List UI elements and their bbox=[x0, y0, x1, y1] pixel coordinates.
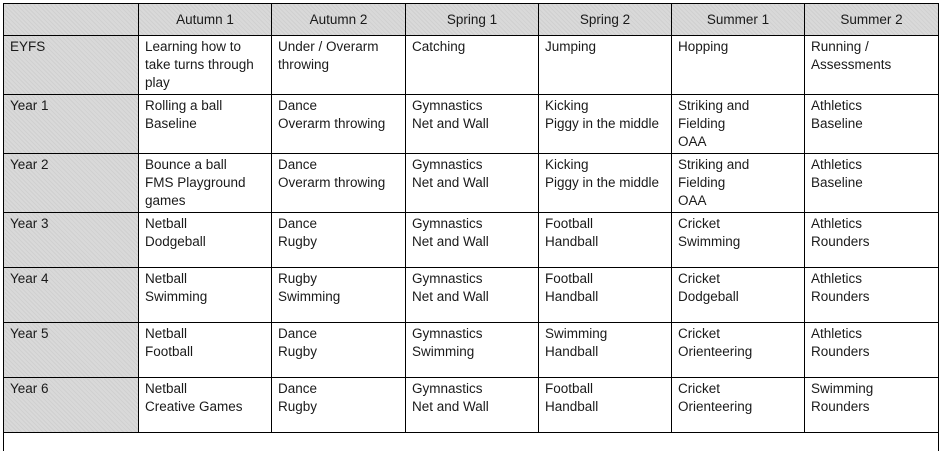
activity-text: OAA bbox=[678, 133, 798, 151]
activity-cell-autumn-2 bbox=[272, 154, 406, 213]
activity-cell-autumn-1 bbox=[139, 154, 272, 213]
activity-cell-spring-1 bbox=[406, 95, 539, 154]
activity-text: Handball bbox=[545, 398, 665, 416]
activity-text: Swimming bbox=[145, 288, 265, 306]
activity-text: Handball bbox=[545, 343, 665, 361]
activity-text: Orienteering bbox=[678, 343, 798, 361]
activity-text: Football bbox=[545, 270, 665, 288]
activity-text: Football bbox=[545, 215, 665, 233]
header-spring-1: Spring 1 bbox=[406, 4, 539, 36]
activity-text: Learning how to take turns through play bbox=[145, 38, 265, 92]
activity-text: Kicking bbox=[545, 97, 665, 115]
activity-cell-spring-2 bbox=[539, 95, 672, 154]
activity-text: Gymnastics bbox=[412, 215, 532, 233]
activity-text: Creative Games bbox=[145, 398, 265, 416]
activity-cell-summer-2 bbox=[805, 95, 939, 154]
table-row bbox=[4, 323, 939, 378]
header-summer-2: Summer 2 bbox=[805, 4, 939, 36]
activity-text: OAA bbox=[678, 192, 798, 210]
activity-text: Orienteering bbox=[678, 398, 798, 416]
activity-text: Striking and bbox=[678, 156, 798, 174]
year-label: Year 1 bbox=[4, 95, 139, 154]
activity-text: Net and Wall bbox=[412, 233, 532, 251]
activity-text: Athletics bbox=[811, 215, 932, 233]
year-label: Year 5 bbox=[4, 323, 139, 378]
activity-cell-autumn-1 bbox=[139, 323, 272, 378]
activity-cell-autumn-2 bbox=[272, 36, 406, 95]
activity-text: Kicking bbox=[545, 156, 665, 174]
activity-text: Cricket bbox=[678, 380, 798, 398]
activity-cell-autumn-1 bbox=[139, 378, 272, 433]
activity-cell-spring-2 bbox=[539, 323, 672, 378]
activity-text: Overarm throwing bbox=[278, 174, 399, 192]
activity-text: Dance bbox=[278, 215, 399, 233]
activity-text: Rugby bbox=[278, 270, 399, 288]
activity-cell-spring-1 bbox=[406, 36, 539, 95]
activity-cell-summer-1 bbox=[672, 323, 805, 378]
activity-cell-summer-2 bbox=[805, 36, 939, 95]
activity-cell-spring-1 bbox=[406, 323, 539, 378]
activity-text: Rugby bbox=[278, 398, 399, 416]
activity-cell-spring-1 bbox=[406, 213, 539, 268]
activity-text: Netball bbox=[145, 325, 265, 343]
activity-cell-summer-1 bbox=[672, 36, 805, 95]
activity-cell-summer-2 bbox=[805, 323, 939, 378]
activity-text: Baseline bbox=[811, 115, 932, 133]
activity-text: Gymnastics bbox=[412, 97, 532, 115]
activity-cell-autumn-2 bbox=[272, 268, 406, 323]
activity-cell-spring-2 bbox=[539, 154, 672, 213]
activity-text: Hopping bbox=[678, 38, 798, 56]
activity-text: Gymnastics bbox=[412, 325, 532, 343]
activity-text: Overarm throwing bbox=[278, 115, 399, 133]
activity-text: Rugby bbox=[278, 233, 399, 251]
empty-footer-cell bbox=[4, 433, 939, 451]
activity-text: Dodgeball bbox=[678, 288, 798, 306]
activity-text: Athletics bbox=[811, 270, 932, 288]
activity-text: Handball bbox=[545, 233, 665, 251]
year-label: Year 3 bbox=[4, 213, 139, 268]
activity-text: Gymnastics bbox=[412, 380, 532, 398]
activity-cell-spring-1 bbox=[406, 268, 539, 323]
year-label: Year 2 bbox=[4, 154, 139, 213]
activity-text: Catching bbox=[412, 38, 532, 56]
table-row bbox=[4, 378, 939, 433]
activity-cell-autumn-1 bbox=[139, 36, 272, 95]
activity-cell-summer-2 bbox=[805, 378, 939, 433]
activity-text: Dance bbox=[278, 156, 399, 174]
activity-text: Football bbox=[545, 380, 665, 398]
activity-text: Rounders bbox=[811, 398, 932, 416]
year-label: Year 6 bbox=[4, 378, 139, 433]
activity-text: FMS Playground bbox=[145, 174, 265, 192]
activity-cell-summer-1 bbox=[672, 268, 805, 323]
activity-text: Under / Overarm throwing bbox=[278, 38, 399, 74]
activity-text: Piggy in the middle bbox=[545, 174, 665, 192]
activity-cell-spring-1 bbox=[406, 154, 539, 213]
activity-text: Cricket bbox=[678, 270, 798, 288]
year-label: Year 4 bbox=[4, 268, 139, 323]
activity-text: Athletics bbox=[811, 156, 932, 174]
activity-cell-summer-1 bbox=[672, 154, 805, 213]
activity-cell-summer-1 bbox=[672, 213, 805, 268]
activity-cell-autumn-2 bbox=[272, 95, 406, 154]
header-summer-1: Summer 1 bbox=[672, 4, 805, 36]
activity-text: Baseline bbox=[145, 115, 265, 133]
activity-cell-spring-2 bbox=[539, 268, 672, 323]
activity-text: Cricket bbox=[678, 325, 798, 343]
activity-text: Net and Wall bbox=[412, 115, 532, 133]
table-row bbox=[4, 36, 939, 95]
activity-text: Fielding bbox=[678, 115, 798, 133]
activity-text: Jumping bbox=[545, 38, 665, 56]
activity-text: Handball bbox=[545, 288, 665, 306]
activity-text: Football bbox=[145, 343, 265, 361]
activity-text: Rounders bbox=[811, 343, 932, 361]
activity-text: Rounders bbox=[811, 288, 932, 306]
activity-text: Rugby bbox=[278, 343, 399, 361]
activity-text: Gymnastics bbox=[412, 156, 532, 174]
activity-text: Rolling a ball bbox=[145, 97, 265, 115]
activity-cell-summer-2 bbox=[805, 268, 939, 323]
activity-text: Dance bbox=[278, 325, 399, 343]
header-row bbox=[4, 4, 939, 36]
activity-text: Dance bbox=[278, 97, 399, 115]
activity-text: Net and Wall bbox=[412, 398, 532, 416]
activity-text: Swimming bbox=[412, 343, 532, 361]
activity-cell-autumn-1 bbox=[139, 213, 272, 268]
activity-text: Swimming bbox=[678, 233, 798, 251]
activity-text: Netball bbox=[145, 270, 265, 288]
activity-text: Athletics bbox=[811, 325, 932, 343]
activity-text: Running / Assessments bbox=[811, 38, 932, 74]
year-label: EYFS bbox=[4, 36, 139, 95]
activity-text: Dance bbox=[278, 380, 399, 398]
activity-cell-spring-2 bbox=[539, 36, 672, 95]
header-autumn-1: Autumn 1 bbox=[139, 4, 272, 36]
table-row bbox=[4, 95, 939, 154]
activity-text: Gymnastics bbox=[412, 270, 532, 288]
activity-text: Rounders bbox=[811, 233, 932, 251]
activity-cell-summer-1 bbox=[672, 378, 805, 433]
activity-text: Athletics bbox=[811, 97, 932, 115]
activity-cell-spring-2 bbox=[539, 213, 672, 268]
table-row bbox=[4, 268, 939, 323]
activity-text: Fielding bbox=[678, 174, 798, 192]
activity-cell-autumn-2 bbox=[272, 378, 406, 433]
header-spring-2: Spring 2 bbox=[539, 4, 672, 36]
activity-text: Cricket bbox=[678, 215, 798, 233]
table-row bbox=[4, 213, 939, 268]
activity-cell-autumn-2 bbox=[272, 213, 406, 268]
activity-text: games bbox=[145, 192, 265, 210]
pe-curriculum-table bbox=[3, 3, 939, 451]
activity-text: Bounce a ball bbox=[145, 156, 265, 174]
activity-text: Dodgeball bbox=[145, 233, 265, 251]
activity-text: Netball bbox=[145, 215, 265, 233]
activity-cell-summer-1 bbox=[672, 95, 805, 154]
activity-text: Piggy in the middle bbox=[545, 115, 665, 133]
activity-cell-summer-2 bbox=[805, 154, 939, 213]
activity-text: Netball bbox=[145, 380, 265, 398]
activity-text: Swimming bbox=[811, 380, 932, 398]
activity-cell-autumn-2 bbox=[272, 323, 406, 378]
table-body bbox=[4, 36, 939, 451]
activity-text: Net and Wall bbox=[412, 288, 532, 306]
header-corner-cell bbox=[4, 4, 139, 36]
activity-cell-autumn-1 bbox=[139, 95, 272, 154]
empty-footer-row bbox=[4, 433, 939, 451]
table-row bbox=[4, 154, 939, 213]
activity-cell-summer-2 bbox=[805, 213, 939, 268]
activity-text: Net and Wall bbox=[412, 174, 532, 192]
header-autumn-2: Autumn 2 bbox=[272, 4, 406, 36]
activity-text: Baseline bbox=[811, 174, 932, 192]
activity-cell-spring-2 bbox=[539, 378, 672, 433]
activity-text: Striking and bbox=[678, 97, 798, 115]
activity-cell-spring-1 bbox=[406, 378, 539, 433]
activity-cell-autumn-1 bbox=[139, 268, 272, 323]
activity-text: Swimming bbox=[545, 325, 665, 343]
activity-text: Swimming bbox=[278, 288, 399, 306]
